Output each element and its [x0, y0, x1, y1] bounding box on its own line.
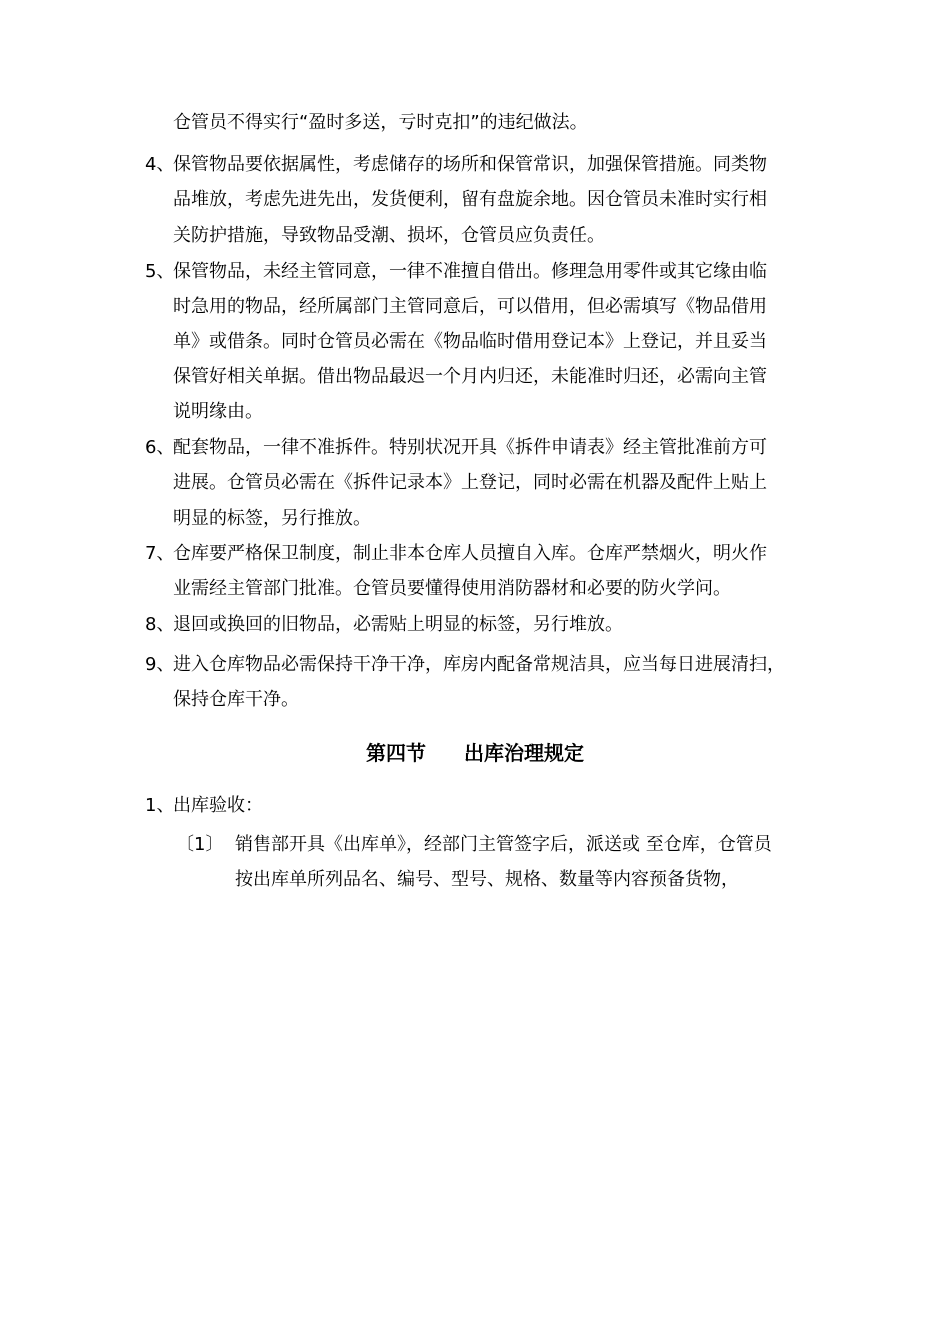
item-4-number: 4、	[145, 154, 175, 175]
sub-item-line-2: 按出库单所列品名、编号、型号、规格、数量等内容预备货物，	[235, 869, 739, 890]
item-8-line-1: 退回或换回的旧物品，必需贴上明显的标签，另行堆放。	[173, 614, 623, 635]
intro-line: 仓管员不得实行“盈时多送，亏时克扣”的违纪做法。	[173, 112, 588, 133]
item-6-line-3: 明显的标签，另行推放。	[173, 508, 371, 529]
item-8-number: 8、	[145, 614, 175, 635]
item-4-line-1: 保管物品要依据属性，考虑储存的场所和保管常识，加强保管措施。同类物	[173, 154, 767, 175]
item-4-line-2: 品堆放，考虑先进先出，发货便利，留有盘旋余地。因仓管员未准时实行相	[173, 189, 767, 210]
item-6-line-2: 进展。仓管员必需在《拆件记录本》上登记，同时必需在机器及配件上贴上	[173, 472, 767, 493]
section-heading-number: 第四节	[366, 741, 426, 765]
item-9-number: 9、	[145, 654, 175, 675]
item-7-number: 7、	[145, 543, 175, 564]
item-4-line-3: 关防护措施，导致物品受潮、损坏，仓管员应负责任。	[173, 225, 605, 246]
item-5-line-3: 单》或借条。同时仓管员必需在《物品临时借用登记本》上登记，并且妥当	[173, 331, 767, 352]
item-5-number: 5、	[145, 261, 175, 282]
item-5-line-4: 保管好相关单据。借出物品最迟一个月内归还，未能准时归还，必需向主管	[173, 366, 767, 387]
item-5-line-5: 说明缘由。	[173, 401, 263, 422]
subsection-number: 1、	[145, 795, 175, 816]
item-6-line-1: 配套物品，一律不准拆件。特别状况开具《拆件申请表》经主管批准前方可	[173, 437, 767, 458]
item-5-line-2: 时急用的物品，经所属部门主管同意后，可以借用，但必需填写《物品借用	[173, 296, 767, 317]
item-9-line-1: 进入仓库物品必需保持干净干净，库房内配备常规洁具，应当每日进展清扫，	[173, 654, 785, 675]
item-7-line-1: 仓库要严格保卫制度，制止非本仓库人员擅自入库。仓库严禁烟火，明火作	[173, 543, 767, 564]
item-7-line-2: 业需经主管部门批准。仓管员要懂得使用消防器材和必要的防火学问。	[173, 578, 731, 599]
sub-item-line-1: 销售部开具《出库单》，经部门主管签字后，派送或 至仓库，仓管员	[235, 834, 772, 855]
sub-item-number: 〔1〕	[176, 834, 224, 855]
item-9-line-2: 保持仓库干净。	[173, 689, 299, 710]
item-5-line-1: 保管物品，未经主管同意，一律不准擅自借出。修理急用零件或其它缘由临	[173, 261, 767, 282]
section-heading-title: 出库治理规定	[464, 741, 584, 765]
item-6-number: 6、	[145, 437, 175, 458]
subsection-title: 出库验收：	[173, 795, 263, 816]
section-heading	[0, 739, 950, 767]
